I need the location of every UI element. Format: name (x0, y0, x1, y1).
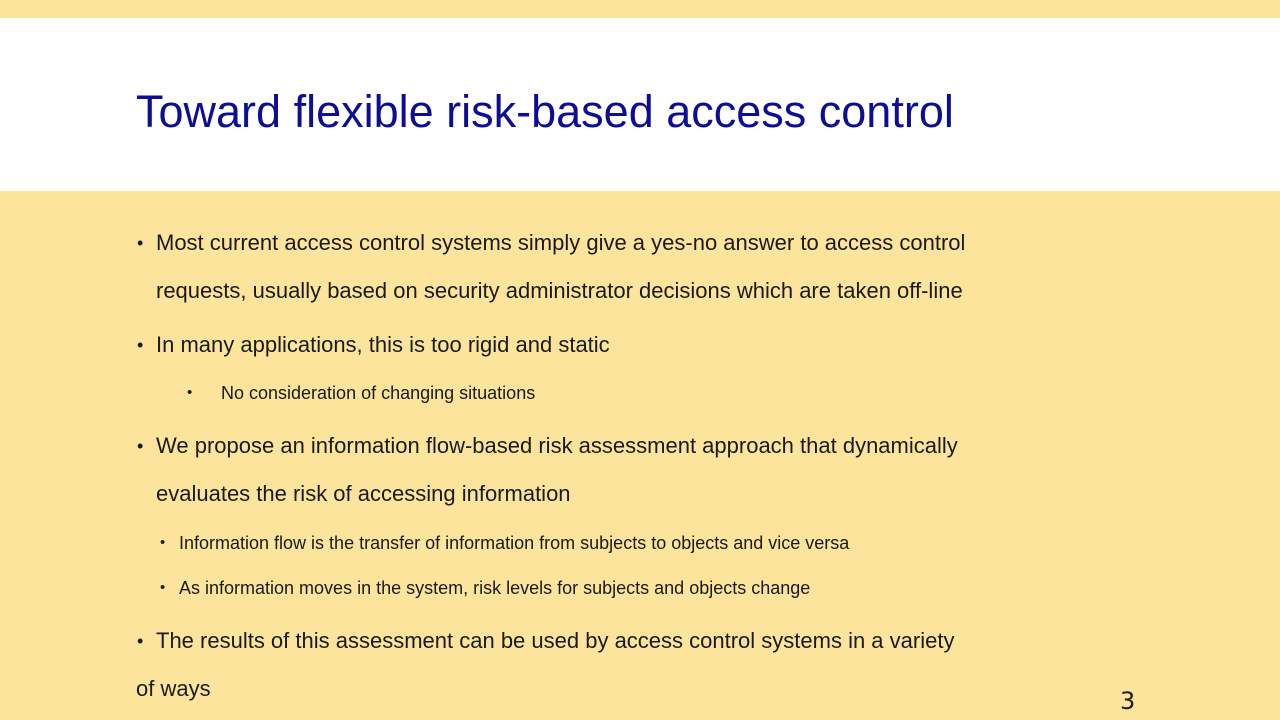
bullet-4-line-2: of ways (136, 676, 211, 701)
bullet-3-sub-1: Information flow is the transfer of information from subjects to objects and vice versa (179, 533, 850, 553)
bullet-4-line-1: The results of this assessment can be used by access control systems in a variety (156, 628, 955, 653)
bullet-marker: • (137, 335, 144, 355)
sub-bullet-marker: • (160, 579, 166, 596)
bullet-marker: • (137, 631, 144, 651)
bullet-3-sub-2: As information moves in the system, risk levels for subjects and objects change (179, 578, 811, 598)
sub-bullet-marker: • (187, 384, 193, 401)
bullet-marker: • (137, 233, 144, 253)
bullet-3-line-2: evaluates the risk of accessing information (156, 481, 571, 506)
bullet-1-line-1: Most current access control systems simply give a yes-no answer to access control (156, 230, 966, 255)
bullet-2-sub-1: No consideration of changing situations (221, 383, 536, 403)
sub-bullet-marker: • (160, 534, 166, 551)
page-number: 3 (1120, 687, 1136, 715)
bullet-1-line-2: requests, usually based on security administrator decisions which are taken off-line (156, 278, 963, 303)
bullet-3-line-1: We propose an information flow-based risk assessment approach that dynamically (156, 433, 958, 458)
bullet-marker: • (137, 436, 144, 456)
bullet-2-line-1: In many applications, this is too rigid and static (156, 332, 610, 357)
slide-title: Toward flexible risk-based access control (136, 86, 954, 137)
